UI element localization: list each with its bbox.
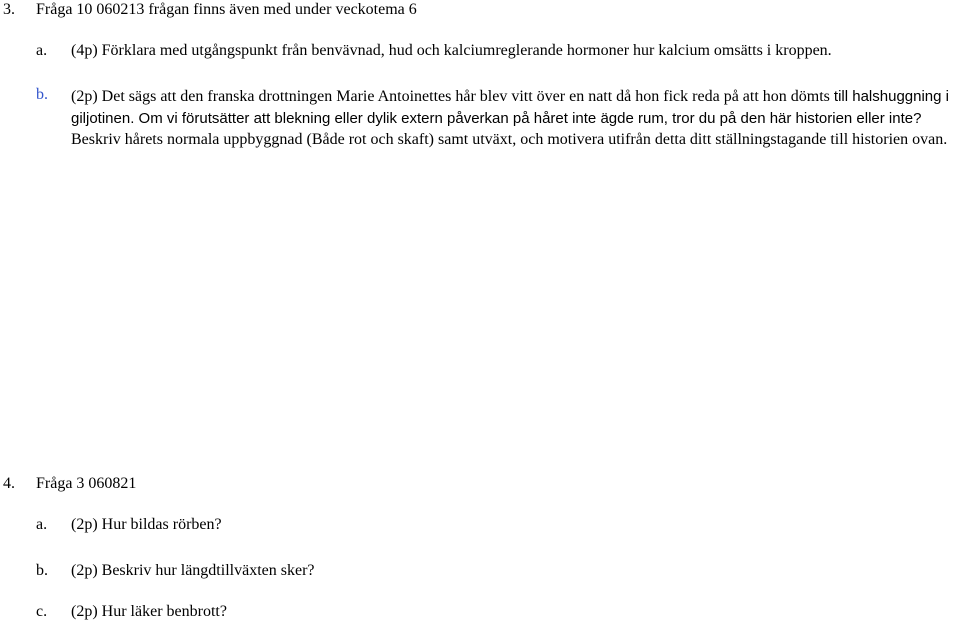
question-4c-marker: c. xyxy=(36,603,48,620)
question-4b-marker: b. xyxy=(36,562,48,579)
question-3b-text xyxy=(71,86,960,151)
question-3b-marker: b. xyxy=(36,86,48,103)
question-4a-marker: a. xyxy=(36,516,48,533)
question-3b-text-part1: (2p) Det sägs att den franska drottningen Marie Antoinettes hår blev vitt över en natt då hon fick reda på att hon dömts xyxy=(71,88,834,105)
question-4c-text: (2p) Hur läker benbrott? xyxy=(71,603,227,620)
question-3a-marker: a. xyxy=(36,42,48,59)
question-3-title: Fråga 10 060213 frågan finns även med under veckotema 6 xyxy=(36,1,417,18)
question-4b-text: (2p) Beskriv hur längdtillväxten sker? xyxy=(71,562,315,579)
question-3b-text-part2: till halshuggning i giljotinen. Om vi förutsätter att blekning eller dylik extern påverkan på håret inte ägde rum, tror du på den här historien eller inte? xyxy=(71,88,949,127)
question-3-number: 3. xyxy=(3,1,15,18)
question-4-number: 4. xyxy=(3,475,15,492)
question-3b-text-part3: Beskriv hårets normala uppbyggnad (Både rot och skaft) samt utväxt, och motivera utifrån detta ditt ställningstagande till historien ovan. xyxy=(71,131,948,148)
question-3a-text: (4p) Förklara med utgångspunkt från benvävnad, hud och kalciumreglerande hormoner hur kalcium omsätts i kroppen. xyxy=(71,42,832,59)
question-4-title: Fråga 3 060821 xyxy=(36,475,137,492)
question-4a-text: (2p) Hur bildas rörben? xyxy=(71,516,222,533)
